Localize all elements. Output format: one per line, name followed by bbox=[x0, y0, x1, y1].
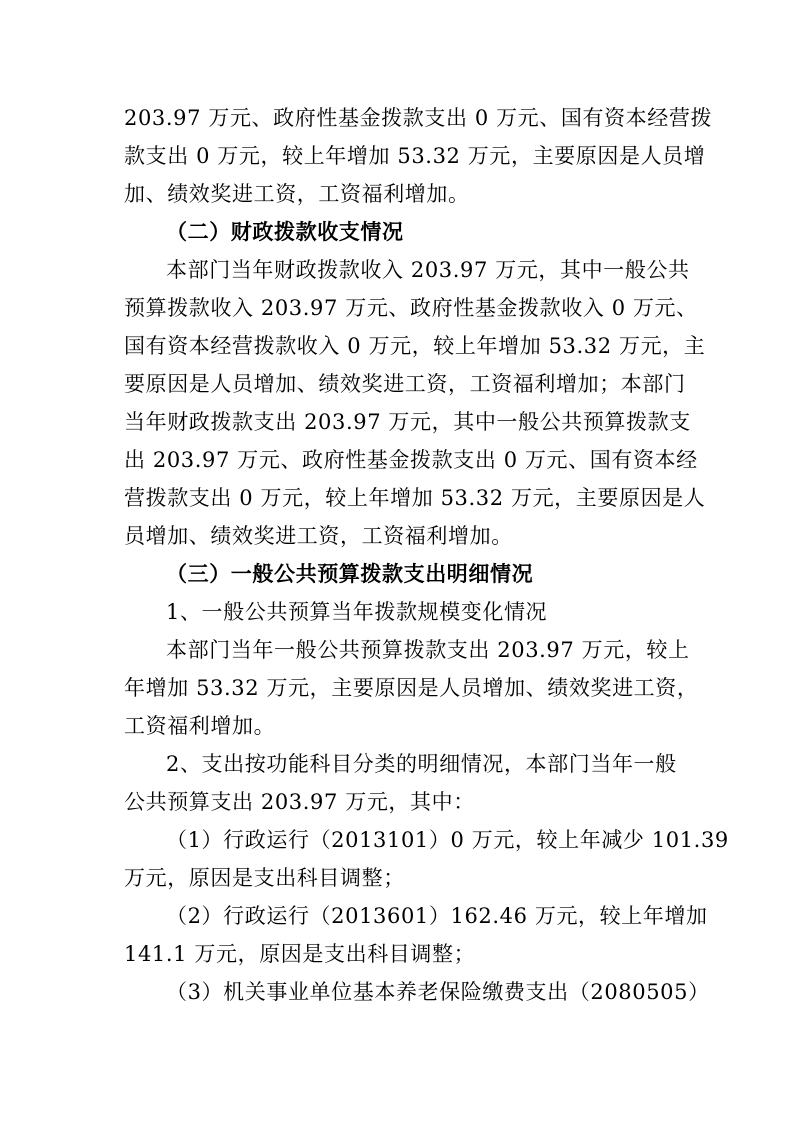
paragraph-line: 当年财政拨款支出 203.97 万元，其中一般公共预算拨款支 bbox=[124, 410, 691, 434]
section-heading: （三）一般公共预算拨款支出明细情况 bbox=[166, 562, 534, 586]
list-item-continuation: 万元，原因是支出科目调整； bbox=[124, 866, 405, 890]
paragraph-line: 加、绩效奖进工资，工资福利增加。 bbox=[124, 182, 470, 206]
paragraph-line: 营拨款支出 0 万元，较上年增加 53.32 万元，主要原因是人 bbox=[124, 486, 706, 510]
paragraph-line: 国有资本经营拨款收入 0 万元，较上年增加 53.32 万元，主 bbox=[124, 334, 706, 358]
paragraph-line: 要原因是人员增加、绩效奖进工资，工资福利增加；本部门 bbox=[124, 372, 686, 396]
paragraph-line: 本部门当年财政拨款收入 203.97 万元，其中一般公共 bbox=[166, 258, 690, 282]
paragraph-line: 预算拨款收入 203.97 万元、政府性基金拨款收入 0 万元、 bbox=[124, 296, 698, 320]
list-item: （1）行政运行（2013101）0 万元，较上年减少 101.39 bbox=[166, 828, 729, 852]
paragraph-line: 出 203.97 万元、政府性基金拨款支出 0 万元、国有资本经 bbox=[124, 448, 698, 472]
paragraph-line: 2、支出按功能科目分类的明细情况，本部门当年一般 bbox=[166, 752, 677, 776]
list-item: （3）机关事业单位基本养老保险缴费支出（2080505） bbox=[166, 980, 710, 1004]
section-heading: （二）财政拨款收支情况 bbox=[166, 220, 404, 244]
paragraph-line: 本部门当年一般公共预算拨款支出 203.97 万元，较上 bbox=[166, 638, 690, 662]
subsection-heading: 1、一般公共预算当年拨款规模变化情况 bbox=[166, 600, 548, 624]
paragraph-line: 公共预算支出 203.97 万元，其中： bbox=[124, 790, 475, 814]
paragraph-line: 203.97 万元、政府性基金拨款支出 0 万元、国有资本经营拨 bbox=[124, 106, 713, 130]
paragraph-line: 工资福利增加。 bbox=[124, 714, 276, 738]
paragraph-line: 年增加 53.32 万元，主要原因是人员增加、绩效奖进工资， bbox=[124, 676, 699, 700]
list-item-continuation: 141.1 万元，原因是支出科目调整； bbox=[124, 942, 476, 966]
list-item: （2）行政运行（2013601）162.46 万元，较上年增加 bbox=[166, 904, 708, 928]
paragraph-line: 员增加、绩效奖进工资，工资福利增加。 bbox=[124, 524, 513, 548]
paragraph-line: 款支出 0 万元，较上年增加 53.32 万元，主要原因是人员增 bbox=[124, 144, 706, 168]
